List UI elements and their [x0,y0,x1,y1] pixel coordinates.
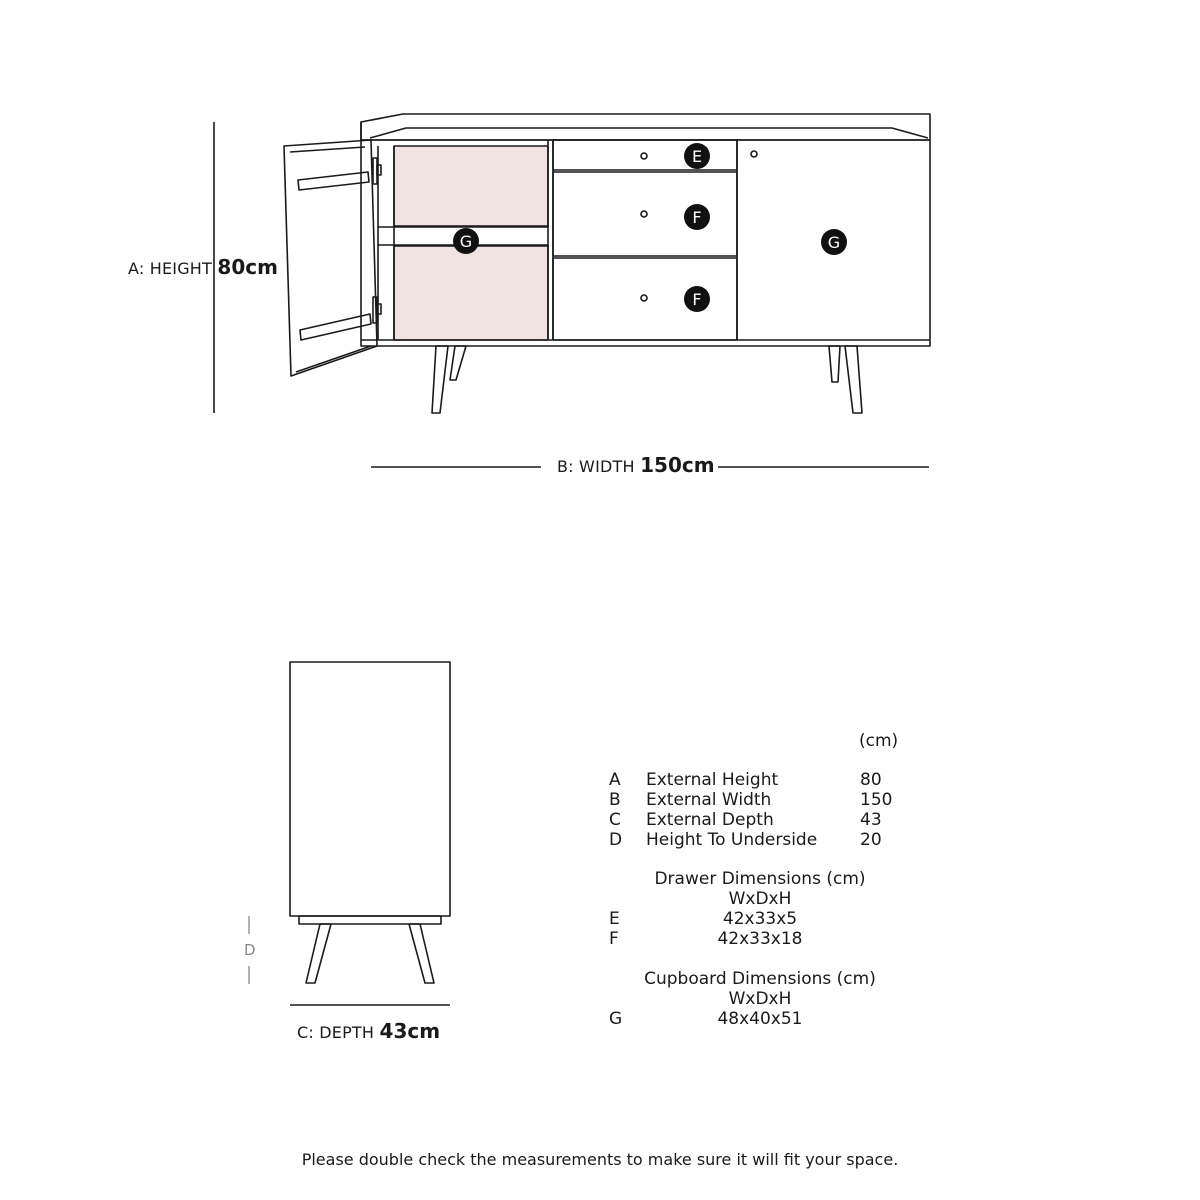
side-leg-right [409,924,434,983]
marker-f-lower-label: F [692,290,702,309]
marker-g-right [821,229,847,255]
marker-f-upper-label: F [692,208,702,227]
drawer-row-e-value: 42x33x5 [722,909,798,929]
table-row-a-name: External Height [646,770,779,790]
leg-front-left [432,346,448,413]
marker-g-left [453,228,479,254]
cupboard-row-g-value: 48x40x51 [717,1009,803,1029]
drawer-row-e-letter: E [609,909,620,929]
drawer-f-lower-knob [641,295,647,301]
left-cupboard-upper-shelf [394,146,548,226]
marker-g-left-label: G [459,232,473,251]
width-label [557,455,715,477]
drawer-dimensions-format: WxDxH [728,889,792,909]
height-label-prefix: A: HEIGHT [128,259,213,278]
marker-e-label: E [691,147,703,166]
side-leg-left [306,924,331,983]
drawer-f-upper-knob [641,211,647,217]
drawer-row-f-value: 42x33x18 [717,929,803,949]
table-row-d-name: Height To Underside [646,830,818,850]
depth-label-prefix: C: DEPTH [297,1023,375,1042]
leg-front-right [845,346,862,413]
cabinet-top [361,114,930,140]
table-row-d-letter: D [609,830,623,850]
table-row-c-name: External Depth [646,810,774,830]
footer-note: Please double check the measurements to make sure it will fit your space. [301,1150,899,1169]
table-unit: (cm) [859,731,899,751]
front-view [284,114,930,413]
door-slot-upper [298,172,369,190]
table-row-c-letter: C [609,810,621,830]
drawer-row-f-letter: F [609,929,619,949]
cupboard-row-g-letter: G [609,1009,623,1029]
table-row-d-value: 20 [860,830,882,850]
drawer-e-knob [641,153,647,159]
height-label [128,257,278,279]
table-row-c [609,810,909,830]
width-label-value: 150cm [640,453,715,477]
drawer-dimensions-title: Drawer Dimensions (cm) [654,869,866,889]
side-plinth [299,916,441,924]
width-label-prefix: B: WIDTH [557,457,635,476]
underside-label: D [244,941,256,959]
table-row-b-value: 150 [860,790,893,810]
leg-back-left [450,346,466,380]
side-body [290,662,450,916]
marker-f-upper [684,204,710,230]
depth-label [297,1021,440,1043]
marker-e [684,143,710,169]
left-cupboard-lower-shelf [394,246,548,340]
side-view [290,662,450,983]
leg-back-right [829,346,840,382]
table-row-a-value: 80 [860,770,882,790]
top-inner-edge [370,128,928,138]
cupboard-dimensions-title: Cupboard Dimensions (cm) [644,969,876,989]
table-row-d [609,830,909,850]
table-row-c-value: 43 [860,810,882,830]
table-row-b-name: External Width [646,790,772,810]
table-row-b [609,790,909,810]
table-row-a [609,770,909,790]
table-row-a-letter: A [609,770,621,790]
marker-f-lower [684,286,710,312]
cupboard-dimensions-format: WxDxH [728,989,792,1009]
marker-g-right-label: G [827,233,841,252]
height-label-value: 80cm [217,255,278,279]
depth-label-value: 43cm [379,1019,441,1043]
table-row-b-letter: B [609,790,621,810]
right-door-knob [751,151,757,157]
